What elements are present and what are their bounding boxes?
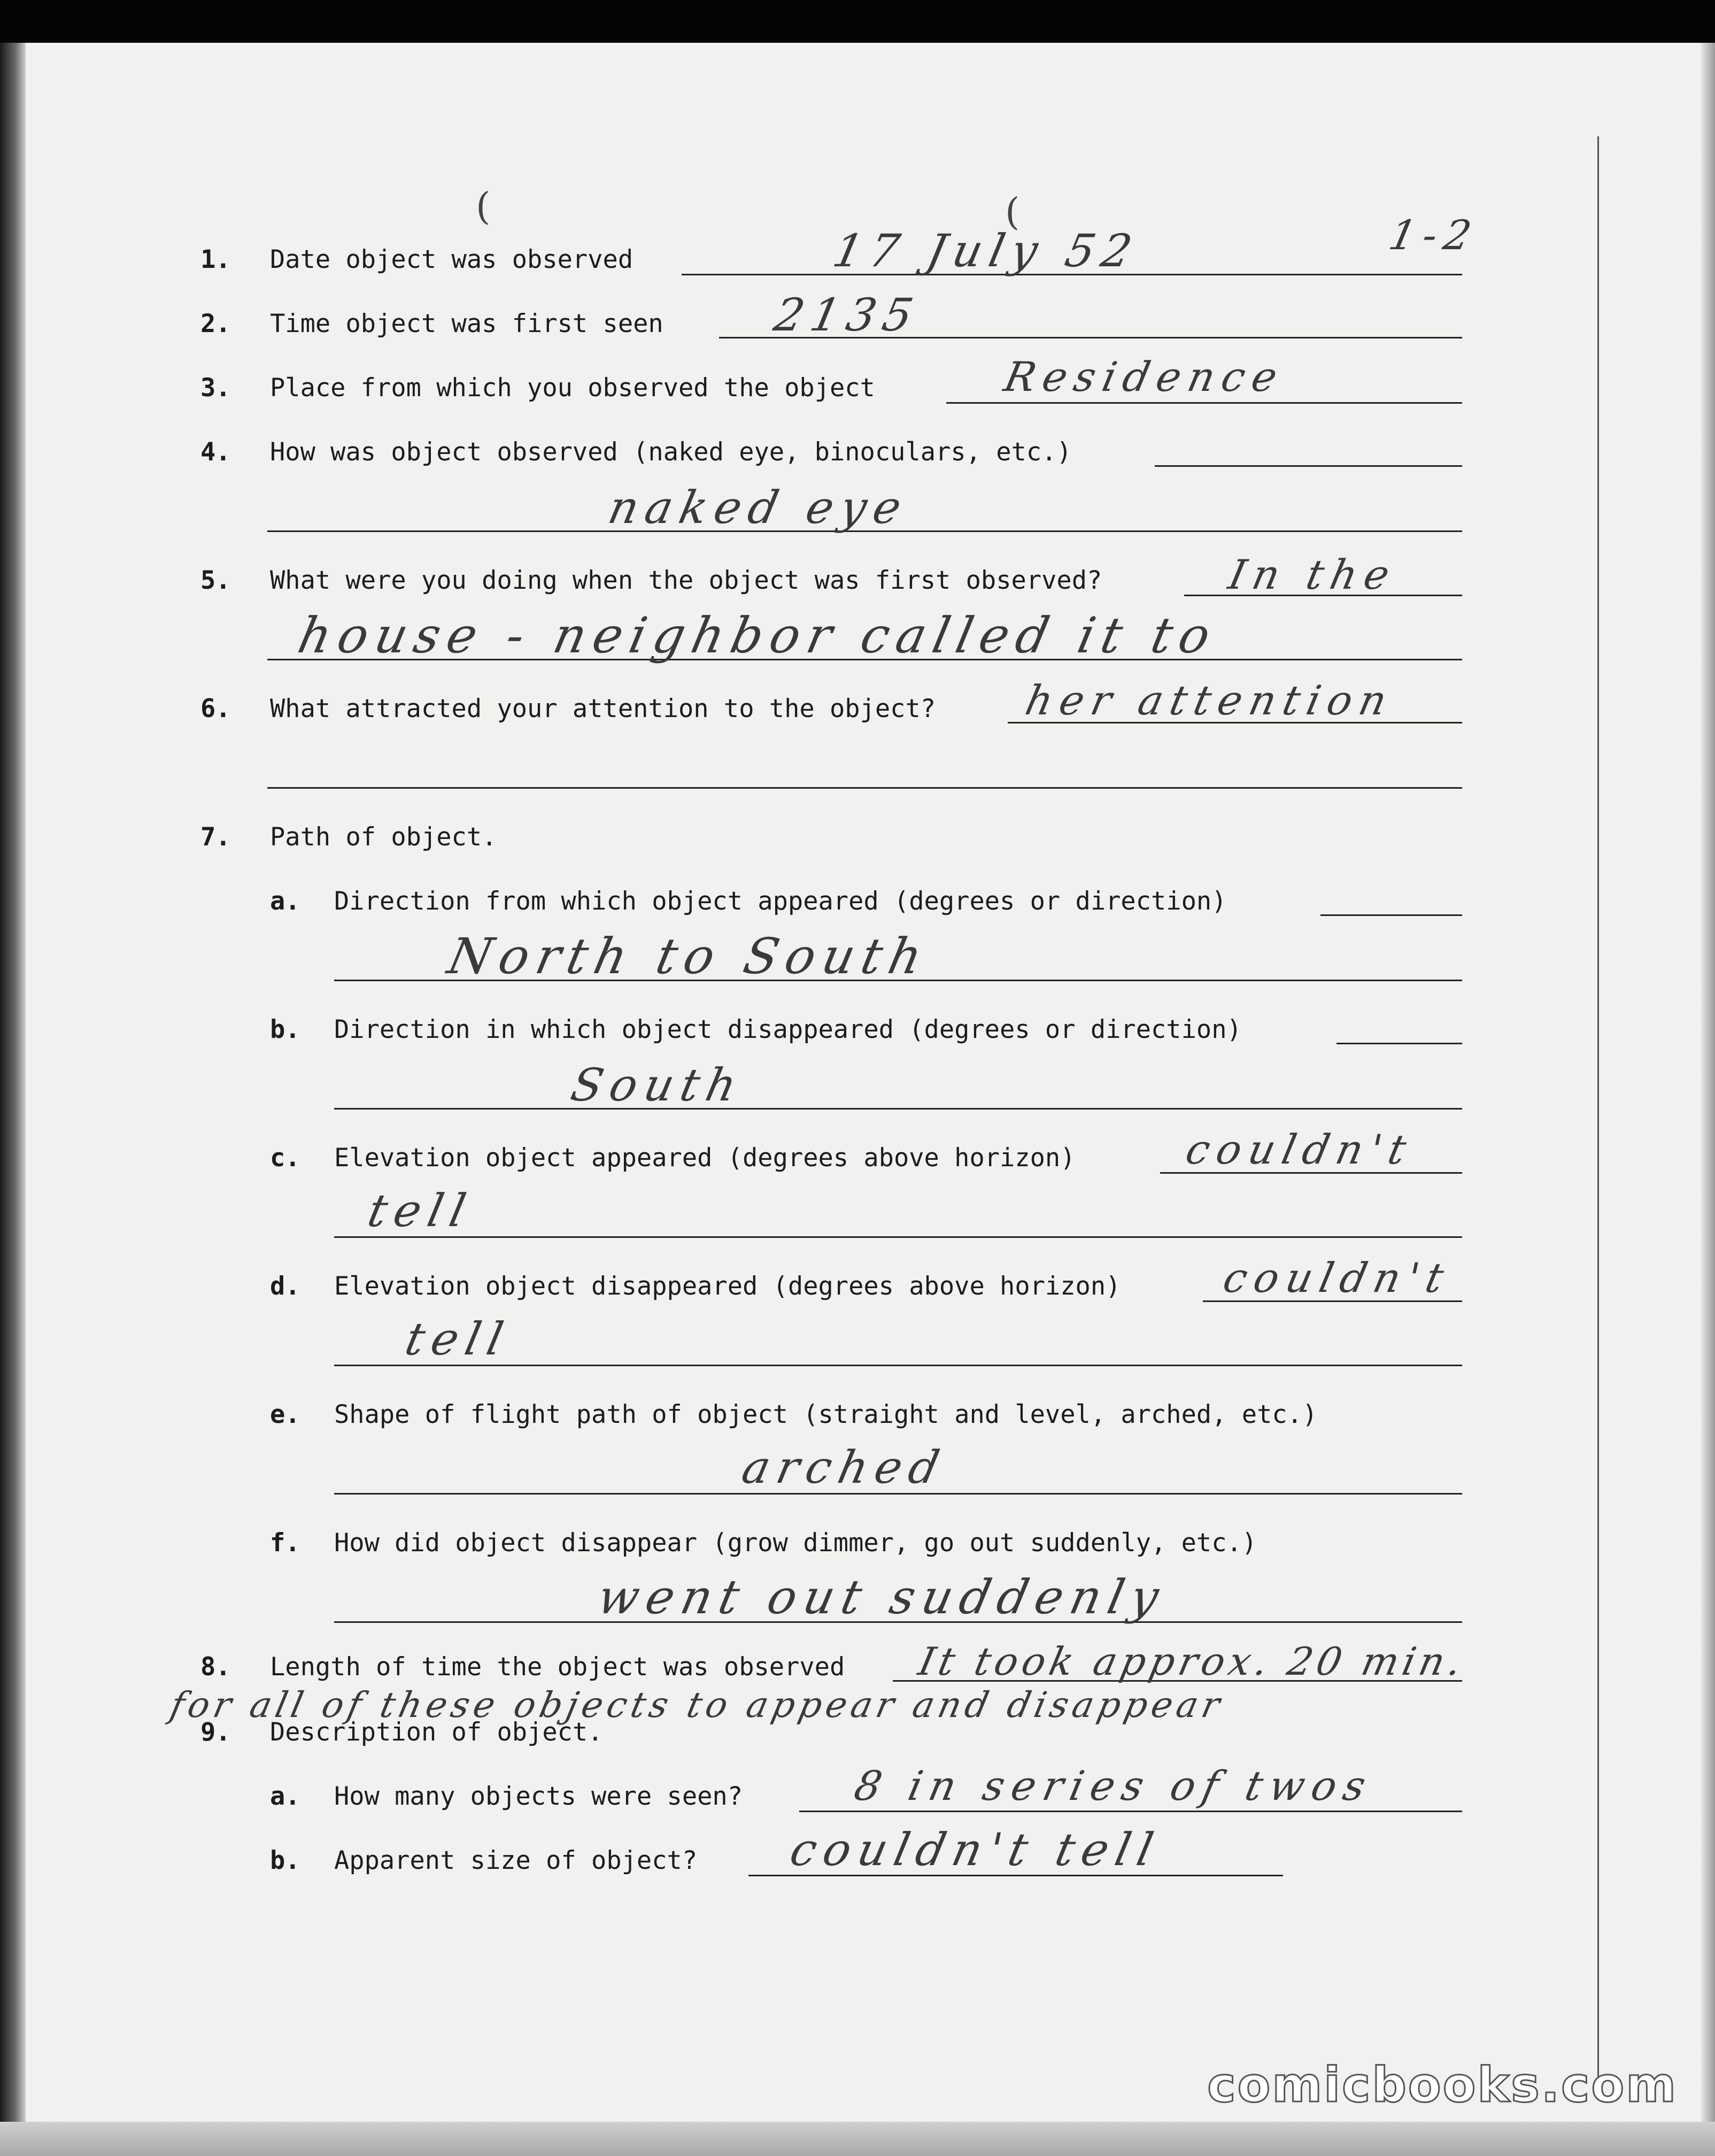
item-2-label: Time object was first seen (270, 309, 663, 338)
item-7-number: 7. (200, 822, 231, 852)
item-5-number: 5. (200, 566, 231, 595)
item-9-label: Description of object. (270, 1718, 603, 1747)
item-9b-answer: couldn't tell (785, 1823, 1165, 1876)
item-8-label: Length of time the object was observed (270, 1652, 845, 1682)
item-4-answer: naked eye (604, 481, 914, 534)
item-1-number: 1. (200, 245, 231, 274)
item-6-answer-line-2 (267, 787, 1462, 789)
scan-bottom-border (0, 2122, 1715, 2156)
item-2-answer: 2135 (769, 289, 925, 341)
item-1-label: Date object was observed (270, 245, 634, 274)
scan-top-border (0, 0, 1715, 43)
item-7e-letter: e. (270, 1400, 300, 1429)
item-4-answer-line-1 (1155, 465, 1462, 467)
item-7f-letter: f. (270, 1528, 300, 1558)
item-9b-letter: b. (270, 1846, 300, 1875)
item-7d-answer-2: tell (400, 1313, 515, 1365)
item-7a-letter: a. (270, 887, 300, 916)
item-1-answer: 17 July 52 (828, 225, 1144, 277)
item-7d-label: Elevation object disappeared (degrees above horizon) (334, 1272, 1121, 1301)
scan-right-edge (1701, 43, 1715, 2156)
item-9b-label: Apparent size of object? (334, 1846, 698, 1875)
scan-left-border (0, 43, 26, 2156)
item-7b-answer-line-1 (1337, 1043, 1462, 1044)
item-7c-answer-2: tell (363, 1184, 478, 1237)
item-3-answer-line (946, 402, 1462, 404)
watermark: comicbooks.com (1207, 2057, 1678, 2113)
item-6-number: 6. (200, 694, 231, 723)
item-3-answer: Residence (1000, 353, 1289, 401)
item-7-label: Path of object. (270, 822, 497, 852)
item-8-number: 8. (200, 1652, 231, 1682)
item-6-label: What attracted your attention to the object? (270, 694, 936, 723)
item-7d-letter: d. (270, 1272, 300, 1301)
item-3-number: 3. (200, 373, 231, 403)
item-7a-label: Direction from which object appeared (degrees or direction) (334, 887, 1227, 916)
item-7e-answer: arched (737, 1441, 952, 1493)
right-margin-line (1597, 136, 1599, 2083)
item-7b-answer: South (566, 1059, 749, 1111)
item-4-label: How was object observed (naked eye, binoculars, etc.) (270, 437, 1072, 467)
item-7f-answer: went out suddenly (593, 1569, 1171, 1624)
punch-mark-left: ( (476, 184, 491, 228)
item-7e-label: Shape of flight path of object (straight and level, arched, etc.) (334, 1400, 1318, 1429)
item-4-number: 4. (200, 437, 231, 467)
item-7a-answer-line-1 (1320, 914, 1462, 916)
item-9a-answer-line (799, 1811, 1462, 1812)
item-7b-letter: b. (270, 1015, 300, 1044)
item-5-answer-1: In the (1224, 551, 1402, 598)
item-9a-answer: 8 in series of twos (850, 1762, 1378, 1810)
item-2-number: 2. (200, 309, 231, 338)
item-7b-answer-line-2 (334, 1108, 1462, 1110)
item-8-answer-1: It took approx. 20 min. (915, 1639, 1470, 1684)
item-7d-answer-1: couldn't (1219, 1254, 1456, 1302)
item-5-label: What were you doing when the object was first observed? (270, 566, 1102, 595)
item-7c-label: Elevation object appeared (degrees above horizon) (334, 1143, 1076, 1173)
item-9-number: 9. (200, 1718, 231, 1747)
item-6-answer: her attention (1021, 676, 1399, 724)
item-7b-label: Direction in which object disappeared (degrees or direction) (334, 1015, 1242, 1044)
item-3-label: Place from which you observed the object (270, 373, 875, 403)
item-7c-answer-line-2 (334, 1236, 1462, 1238)
item-7a-answer: North to South (443, 928, 935, 985)
punch-mark-right: ( (1005, 190, 1020, 234)
item-9a-label: How many objects were seen? (334, 1782, 743, 1811)
item-1-margin-note: 1-2 (1385, 211, 1483, 259)
item-5-answer-2: house - neighbor called it to (293, 607, 1223, 664)
item-7c-letter: c. (270, 1143, 300, 1173)
item-7f-label: How did object disappear (grow dimmer, go out suddenly, etc.) (334, 1528, 1257, 1558)
item-9a-letter: a. (270, 1782, 300, 1811)
item-8-answer-2: for all of these objects to appear and disappear (166, 1684, 1228, 1726)
item-7c-answer-1: couldn't (1181, 1126, 1418, 1173)
